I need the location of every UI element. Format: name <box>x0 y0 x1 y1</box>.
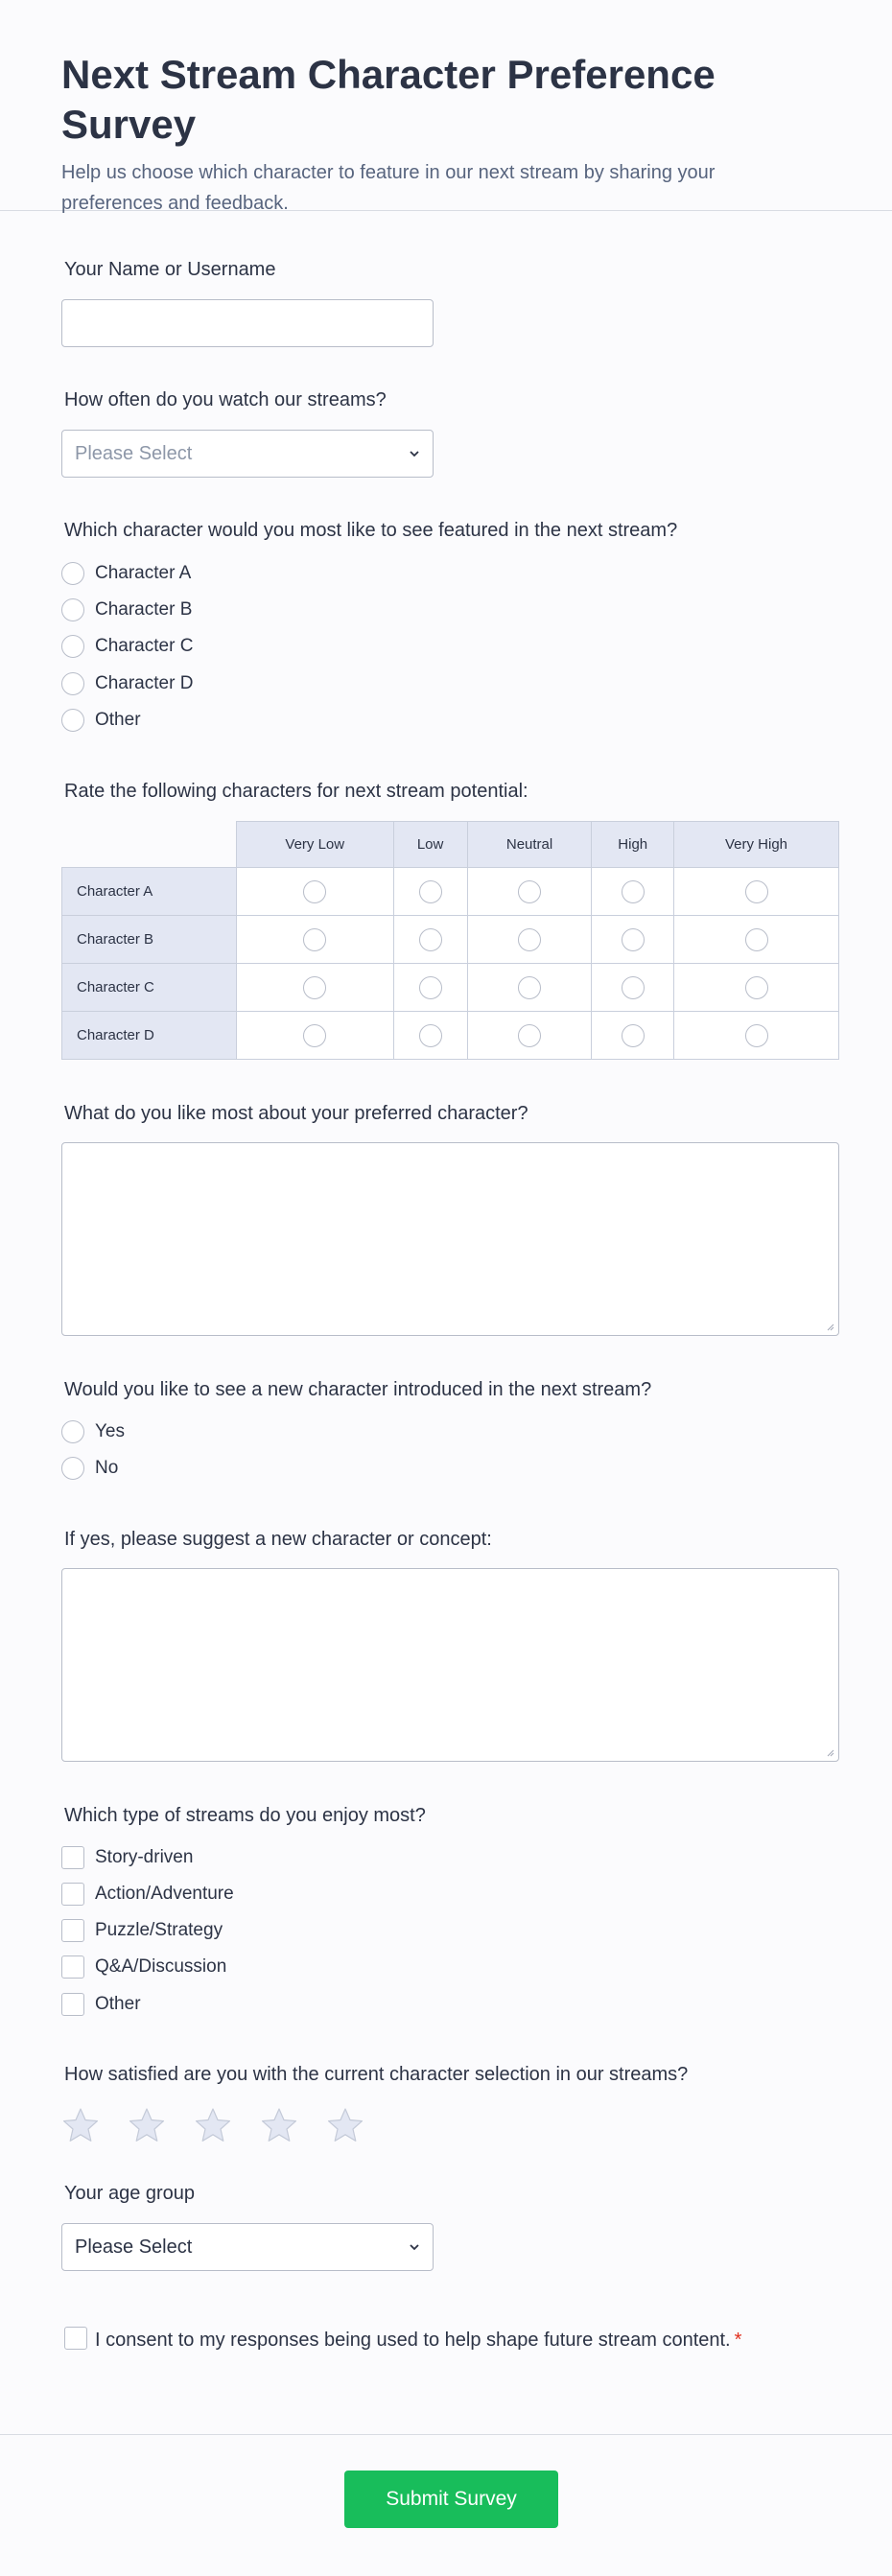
option-label: Other <box>95 710 141 730</box>
consent-text: I consent to my responses being used to help shape future stream content. <box>95 2330 731 2351</box>
suggestion-label: If yes, please suggest a new character or concept: <box>64 1529 492 1550</box>
name-input[interactable] <box>61 299 434 347</box>
featured-option[interactable] <box>61 632 193 661</box>
option-label: No <box>95 1458 119 1478</box>
rating-matrix-question <box>61 781 528 803</box>
stream-type-option[interactable] <box>61 1990 141 2019</box>
radio-button[interactable] <box>61 709 84 732</box>
form-header <box>0 0 892 214</box>
checkbox[interactable] <box>61 1919 84 1942</box>
option-label: Other <box>95 1994 141 2014</box>
matrix-column-header: Very High <box>674 822 839 868</box>
new-character-question <box>61 1379 651 1401</box>
watch-frequency-question <box>61 389 387 411</box>
matrix-radio[interactable] <box>518 880 541 903</box>
stream-type-option[interactable] <box>61 1880 234 1909</box>
rating-matrix-label: Rate the following characters for next stream potential: <box>64 781 528 802</box>
radio-button[interactable] <box>61 672 84 695</box>
featured-character-label: Which character would you most like to see featured in the next stream? <box>64 520 678 541</box>
watch-frequency-label: How often do you watch our streams? <box>64 389 387 410</box>
option-label: Character A <box>95 563 192 583</box>
featured-character-question <box>61 520 677 542</box>
chevron-down-icon <box>408 447 421 460</box>
stream-type-option[interactable] <box>61 1916 223 1945</box>
age-group-value: Please Select <box>75 2236 193 2258</box>
required-asterisk: * <box>734 2330 742 2351</box>
matrix-row <box>62 916 839 964</box>
option-label: Character D <box>95 673 194 693</box>
stream-type-option[interactable] <box>61 1953 226 1981</box>
checkbox[interactable] <box>61 1993 84 2016</box>
matrix-corner <box>62 822 237 868</box>
chevron-down-icon <box>408 2240 421 2254</box>
checkbox[interactable] <box>61 1883 84 1906</box>
matrix-row <box>62 868 839 916</box>
suggestion-question <box>61 1529 492 1551</box>
consent-field <box>61 2327 752 2354</box>
stream-type-option[interactable] <box>61 1843 193 1872</box>
radio-button[interactable] <box>61 635 84 658</box>
option-label: Character C <box>95 636 194 656</box>
checkbox[interactable] <box>61 1846 84 1869</box>
matrix-column-header: High <box>592 822 674 868</box>
likes-textarea[interactable] <box>61 1142 839 1336</box>
matrix-column-header: Low <box>393 822 467 868</box>
featured-option[interactable] <box>61 669 193 698</box>
watch-frequency-placeholder: Please Select <box>75 443 193 464</box>
stream-types-question <box>61 1805 426 1827</box>
option-label: Yes <box>95 1421 125 1441</box>
matrix-radio[interactable] <box>622 928 645 951</box>
matrix-row <box>62 964 839 1012</box>
satisfaction-label: How satisfied are you with the current character selection in our streams? <box>64 2064 689 2085</box>
option-label: Puzzle/Strategy <box>95 1920 223 1940</box>
likes-question <box>61 1103 528 1125</box>
matrix-radio[interactable] <box>622 976 645 999</box>
consent-checkbox[interactable] <box>64 2327 87 2350</box>
matrix-radio[interactable] <box>622 1024 645 1047</box>
matrix-radio[interactable] <box>745 880 768 903</box>
option-label: Story-driven <box>95 1847 194 1867</box>
page-subtitle: Help us choose which character to feature in our next stream by sharing your preferences and feedback. <box>61 162 716 214</box>
submit-button[interactable]: Submit Survey <box>344 2471 558 2528</box>
matrix-radio[interactable] <box>745 928 768 951</box>
radio-button[interactable] <box>61 1457 84 1480</box>
age-group-select[interactable] <box>61 2223 434 2271</box>
star-icon[interactable] <box>61 2106 100 2144</box>
featured-option[interactable] <box>61 706 141 735</box>
matrix-radio[interactable] <box>303 880 326 903</box>
star-icon[interactable] <box>260 2106 298 2144</box>
matrix-row-header: Character A <box>62 868 237 916</box>
star-icon[interactable] <box>194 2106 232 2144</box>
resize-grip-icon[interactable] <box>825 1322 834 1331</box>
matrix-radio[interactable] <box>419 880 442 903</box>
matrix-header-row <box>62 822 839 868</box>
new-character-option[interactable] <box>61 1454 118 1483</box>
star-rating <box>61 2106 392 2144</box>
matrix-radio[interactable] <box>419 1024 442 1047</box>
matrix-radio[interactable] <box>745 976 768 999</box>
suggestion-textarea[interactable] <box>61 1568 839 1762</box>
new-character-label: Would you like to see a new character introduced in the next stream? <box>64 1379 652 1400</box>
likes-label: What do you like most about your preferred character? <box>64 1103 528 1124</box>
matrix-radio[interactable] <box>303 976 326 999</box>
matrix-radio[interactable] <box>518 976 541 999</box>
matrix-radio[interactable] <box>518 928 541 951</box>
radio-button[interactable] <box>61 1420 84 1443</box>
star-icon[interactable] <box>128 2106 166 2144</box>
matrix-radio[interactable] <box>303 928 326 951</box>
matrix-radio[interactable] <box>303 1024 326 1047</box>
option-label: Character B <box>95 599 193 620</box>
featured-option[interactable] <box>61 559 191 588</box>
checkbox[interactable] <box>61 1955 84 1979</box>
name-label: Your Name or Username <box>64 259 276 280</box>
star-icon[interactable] <box>326 2106 364 2144</box>
age-group-question <box>61 2183 195 2205</box>
matrix-row-header: Character B <box>62 916 237 964</box>
watch-frequency-select[interactable] <box>61 430 434 478</box>
new-character-option[interactable] <box>61 1417 125 1446</box>
stream-types-label: Which type of streams do you enjoy most? <box>64 1805 426 1826</box>
radio-button[interactable] <box>61 562 84 585</box>
resize-grip-icon[interactable] <box>825 1747 834 1757</box>
radio-button[interactable] <box>61 598 84 621</box>
matrix-row-header: Character D <box>62 1012 237 1060</box>
age-group-label: Your age group <box>64 2183 196 2204</box>
matrix-radio[interactable] <box>419 976 442 999</box>
option-label: Q&A/Discussion <box>95 1956 227 1977</box>
matrix-row <box>62 1012 839 1060</box>
page-title: Next Stream Character Preference Survey <box>61 52 716 147</box>
option-label: Action/Adventure <box>95 1884 234 1904</box>
matrix-column-header: Neutral <box>467 822 592 868</box>
matrix-radio[interactable] <box>518 1024 541 1047</box>
name-question <box>61 259 275 281</box>
matrix-radio[interactable] <box>622 880 645 903</box>
matrix-row-header: Character C <box>62 964 237 1012</box>
satisfaction-question <box>61 2064 688 2086</box>
matrix-radio[interactable] <box>745 1024 768 1047</box>
featured-option[interactable] <box>61 596 192 624</box>
rating-matrix <box>61 821 839 1060</box>
matrix-column-header: Very Low <box>237 822 394 868</box>
matrix-radio[interactable] <box>419 928 442 951</box>
